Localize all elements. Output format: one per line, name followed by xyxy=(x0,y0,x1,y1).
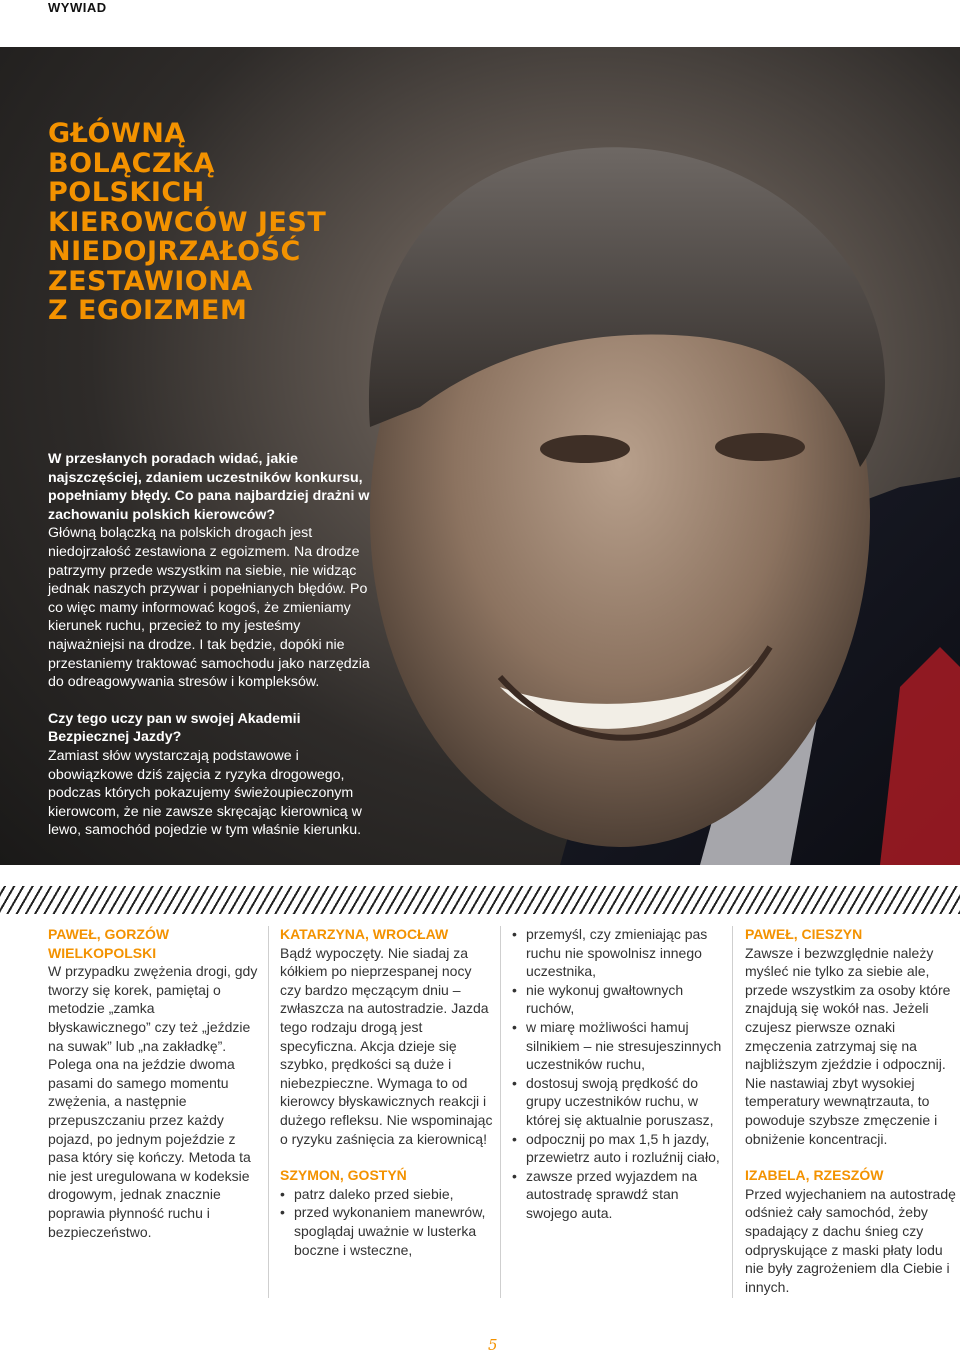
interview-answer: Zamiast słów wystarczają podstawowe i obowiązkowe dziś zajęcia z ryzyka drogowego, podczas których pokazujemy świeżoupieczonym kierowcom, że nie zawsze skręcając kierownicą w lewo, samochód pojedzie w tym właśnie kierunku. xyxy=(48,747,362,839)
decorative-stripe-divider xyxy=(0,886,960,914)
tip-author: PAWEŁ, GORZÓW WIELKOPOLSKI xyxy=(48,926,170,961)
tip-list-item: • w miarę możliwości hamuj silnikiem – nie stresujeszinnych uczestników ruchu, xyxy=(512,1018,722,1074)
tip-list-item: • nie wykonuj gwałtownych ruchów, xyxy=(512,981,722,1018)
interview-answer: Główną bolączką na polskich drogach jest niedojrzałość zestawiona z egoizmem. Na drodze patrzymy przede wszystkim na siebie, nie widząc jednak naszych przywar i popełnianych błędów. Po co więc mamy informować kogoś, że zmieniamy kierunek ruchu, przecież to my jesteśmy najważniejsi na drodze. I tak będzie, dopóki nie przestaniemy traktować samochodu jako narzędzia do odreagowywania stresów i kompleksów. xyxy=(48,525,370,691)
tip-author: IZABELA, RZESZÓW xyxy=(745,1167,884,1184)
tip-author: SZYMON, GOSTYŃ xyxy=(280,1167,407,1184)
headline-line: KIEROWCÓW JEST xyxy=(48,206,327,238)
column-divider xyxy=(732,926,733,1298)
tip-text: W przypadku zwężenia drogi, gdy tworzy się korek, pamiętaj o metodzie „zamka błyskawicznego” czy też „jeździe na suwak” lub „na zakładkę”. Polega ona na jeździe dwoma pasami do samego momentu zwężenia, a następnie przepuszczaniu przez każdy pojazd, po jednym pojeździe z pasa który się kończy. Metoda ta nie jest uregulowana w kodeksie drogowym, jednak znacznie poprawia płynność ruchu i bezpieczeństwo. xyxy=(48,963,258,1240)
interview-question: W przesłanych poradach widać, jakie najszczęściej, zdaniem uczestników konkursu, popełniamy błędy. Co pana najbardziej drażni w zachowaniu polskich kierowców? xyxy=(48,451,370,523)
tip-column-3 xyxy=(512,925,722,1223)
tip-column-1 xyxy=(48,925,260,1241)
interview-text xyxy=(48,450,370,840)
headline xyxy=(48,119,326,326)
tip-list-item: • odpocznij po max 1,5 h jazdy, przewietrz auto i rozluźnij ciało, xyxy=(512,1130,722,1167)
headline-line: NIEDOJRZAŁOŚĆ xyxy=(48,236,301,267)
section-label: WYWIAD xyxy=(48,0,107,15)
tip-column-2 xyxy=(280,925,494,1259)
tip-list-item: • zawsze przed wyjazdem na autostradę sprawdź stan swojego auta. xyxy=(512,1167,722,1223)
tip-text: Zawsze i bezwzględnie należy myśleć nie tylko za siebie ale, przede wszystkim za osoby które znajdują się wokół nas. Jeżeli czujesz pierwsze oznaki zmęczenia zatrzymaj się na najbliższym zjeździe i odpocznij. Nie nastawiaj zbyt wysokiej temperatury wewnątrzauta, to powoduje szybsze zmęczenie i obniżenie koncentracji. xyxy=(745,944,951,1147)
headline-line: GŁÓWNĄ xyxy=(48,118,186,149)
tip-column-4 xyxy=(745,925,957,1296)
tip-list xyxy=(280,1185,494,1259)
hero-section xyxy=(0,47,960,865)
tip-list-item: • patrz daleko przed siebie, xyxy=(280,1185,494,1204)
tip-author: PAWEŁ, CIESZYN xyxy=(745,926,863,942)
headline-line: Z EGOIZMEM xyxy=(48,295,248,326)
column-divider xyxy=(268,926,269,1298)
tip-list-item: • dostosuj swoją prędkość do grupy uczestników ruchu, w której się aktualnie poruszasz, xyxy=(512,1074,722,1130)
tip-text: Bądź wypoczęty. Nie siadaj za kółkiem po nieprzespanej nocy czy bardzo męczącym dniu – zwłaszcza na autostradzie. Jazda tego rodzaju drogą jest specyficzna. Akcja dzieje się szybko, prędkości są duże i niebezpieczne. Wymaga to od kierowcy błyskawicznych reakcji i dużego refleksu. Nie wspominając o ryzyku zaśnięcia za kierownicą! xyxy=(280,944,493,1147)
interview-question: Czy tego uczy pan w swojej Akademii Bezpiecznej Jazdy? xyxy=(48,710,301,746)
headline-line: BOLĄCZKĄ xyxy=(48,147,215,179)
tip-list xyxy=(512,925,722,1223)
headline-line: ZESTAWIONA xyxy=(48,265,253,297)
page-number: 5 xyxy=(488,1336,498,1354)
tip-list-item: • przed wykonaniem manewrów, spoglądaj uważnie w lusterka boczne i wsteczne, xyxy=(280,1203,494,1259)
tip-author: KATARZYNA, WROCŁAW xyxy=(280,926,449,942)
tip-list-item: • przemyśl, czy zmieniając pas ruchu nie spowolnisz innego uczestnika, xyxy=(512,925,722,981)
tip-text: Przed wyjechaniem na autostradę odśnież cały samochód, żeby spadający z dachu śnieg czy odpryskujące z maski płaty lodu nie były zagrożeniem dla Ciebie i innych. xyxy=(745,1185,956,1295)
headline-line: POLSKICH xyxy=(48,177,205,208)
column-divider xyxy=(500,926,501,1298)
